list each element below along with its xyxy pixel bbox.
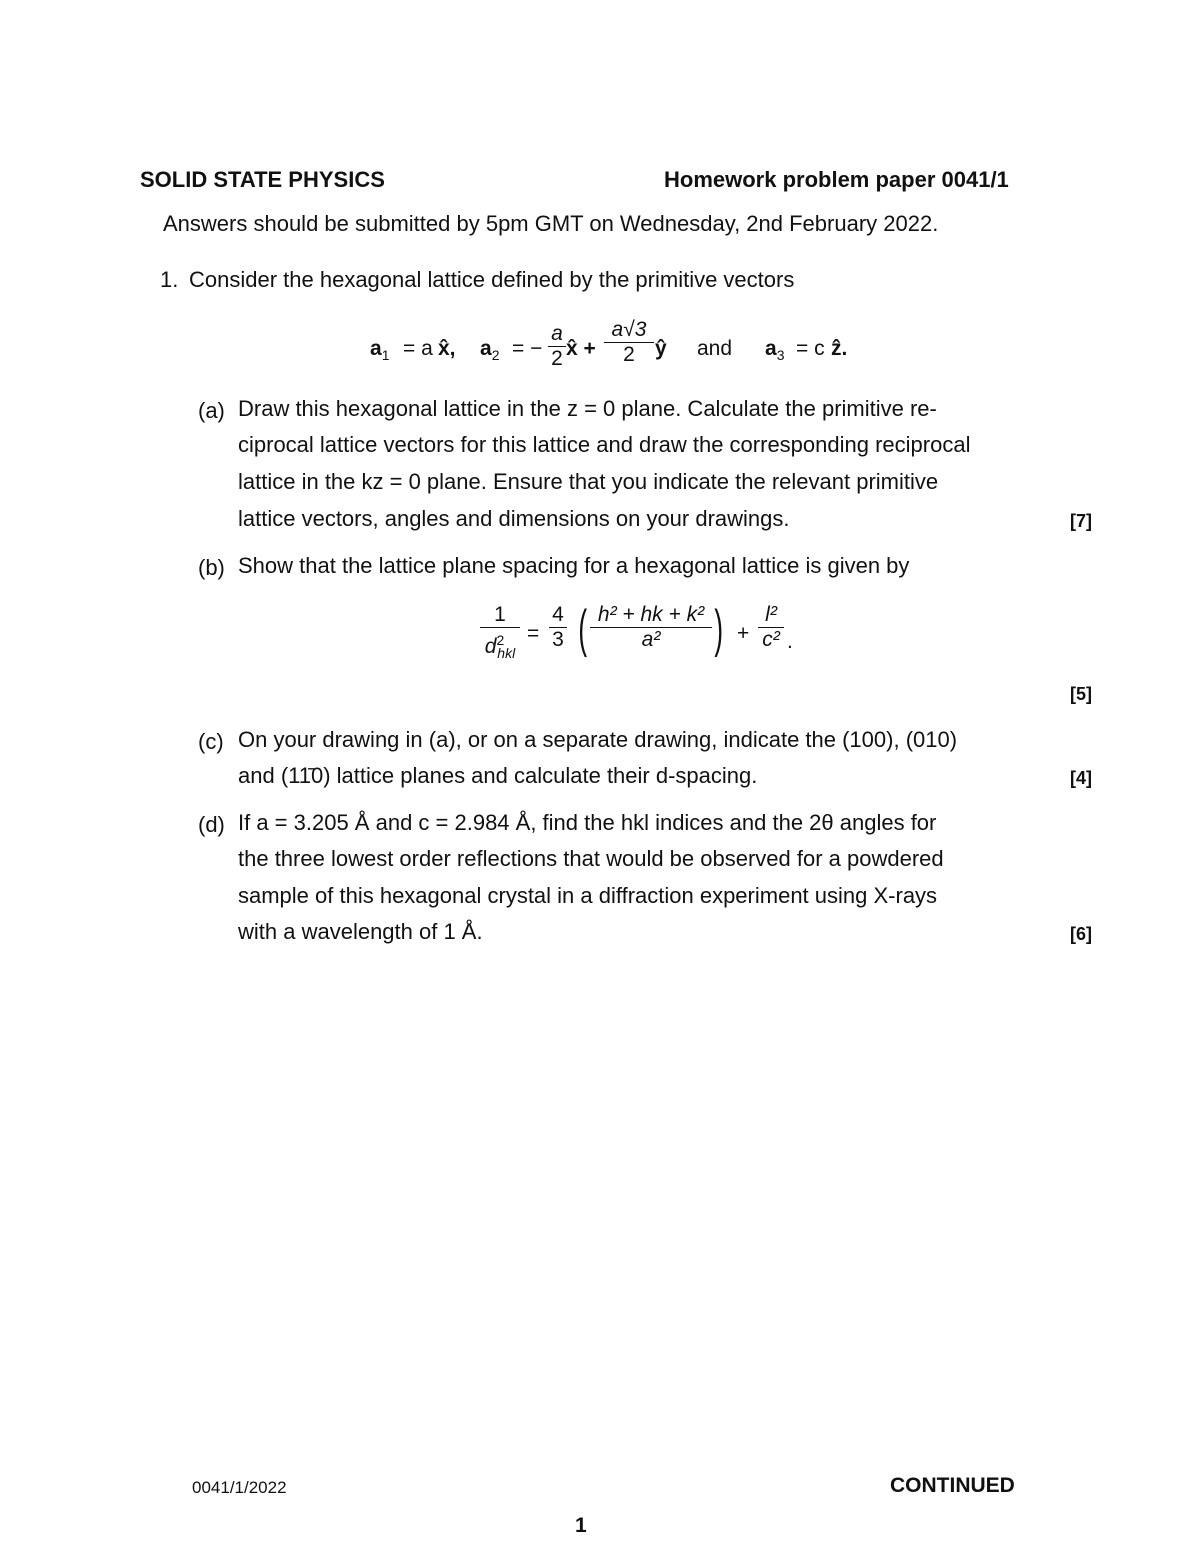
x-hat-plus: x̂ + bbox=[566, 337, 596, 360]
z-hat: ẑ. bbox=[831, 337, 848, 360]
part-a-line-4: lattice vectors, angles and dimensions on your drawings. bbox=[238, 506, 790, 531]
part-c-line-1: On your drawing in (a), or on a separate drawing, indicate the (100), (010) bbox=[238, 727, 958, 752]
continued-label: CONTINUED bbox=[890, 1474, 1015, 1497]
fraction-hk-over-a-squared: h² + hk + k² a² bbox=[590, 603, 712, 652]
equals-sign: = bbox=[527, 622, 540, 645]
fraction-l-over-c-squared: l² c² bbox=[758, 603, 784, 652]
a3-symbol: $a_3$ bbox=[765, 337, 785, 364]
part-a-line-1: Draw this hexagonal lattice in the z = 0 plane. Calculate the primitive re- bbox=[238, 396, 937, 421]
course-title: SOLID STATE PHYSICS bbox=[140, 167, 385, 192]
part-b-line-1: Show that the lattice plane spacing for a hexagonal lattice is given by bbox=[238, 553, 910, 578]
part-d-label: (d) bbox=[198, 812, 225, 837]
part-a-line-3: lattice in the kz = 0 plane. Ensure that you indicate the relevant primitive bbox=[238, 469, 939, 494]
submission-instructions: Answers should be submitted by 5pm GMT on Wednesday, 2nd February 2022. bbox=[163, 211, 939, 236]
equation-period: . bbox=[787, 630, 793, 653]
part-b-marks: [5] bbox=[1070, 684, 1092, 704]
plus-sign: + bbox=[737, 622, 750, 645]
fraction-a-root3-over-2: a√3 2 bbox=[604, 318, 654, 367]
and-word: and bbox=[697, 337, 733, 360]
a1-symbol: $a_1$ bbox=[370, 337, 390, 364]
x-hat: x̂, bbox=[438, 337, 456, 360]
question-number: 1. bbox=[160, 267, 179, 292]
paper-code: 0041/1/2022 bbox=[192, 1478, 287, 1497]
fraction-four-thirds: 4 3 bbox=[549, 603, 567, 652]
fraction-a-over-2: a 2 bbox=[548, 322, 566, 371]
fraction-one-over-d-squared: 1 $d^2_{hkl}$ bbox=[480, 603, 520, 665]
paper-title: Homework problem paper 0041/1 bbox=[664, 167, 1009, 192]
part-d-line-2: the three lowest order reflections that would be observed for a powdered bbox=[238, 846, 944, 871]
part-a-label: (a) bbox=[198, 398, 225, 423]
part-d-line-3: sample of this hexagonal crystal in a diffraction experiment using X-rays bbox=[238, 883, 938, 908]
part-a-marks: [7] bbox=[1070, 511, 1092, 531]
a2-symbol: $a_2$ bbox=[480, 337, 500, 364]
left-paren: ( bbox=[578, 600, 587, 658]
part-c-marks: [4] bbox=[1070, 768, 1092, 788]
part-d-marks: [6] bbox=[1070, 924, 1092, 944]
question-intro: Consider the hexagonal lattice defined by the primitive vectors bbox=[189, 267, 795, 292]
part-d-line-4: with a wavelength of 1 Å. bbox=[238, 919, 483, 944]
a1-rhs: = a bbox=[403, 337, 433, 360]
a2-equals: = − bbox=[512, 337, 543, 360]
page-number: 1 bbox=[575, 1514, 587, 1537]
part-c-line-2: and (11̄0) lattice planes and calculate their d-spacing. bbox=[238, 763, 758, 788]
y-hat: ŷ bbox=[655, 337, 667, 360]
part-c-label: (c) bbox=[198, 729, 224, 754]
a3-rhs: = c bbox=[796, 337, 825, 360]
right-paren: ) bbox=[714, 600, 723, 658]
part-b-label: (b) bbox=[198, 555, 225, 580]
part-a-line-2: ciprocal lattice vectors for this lattice and draw the corresponding reciprocal bbox=[238, 432, 971, 457]
part-d-line-1: If a = 3.205 Å and c = 2.984 Å, find the hkl indices and the 2θ angles for bbox=[238, 810, 937, 835]
